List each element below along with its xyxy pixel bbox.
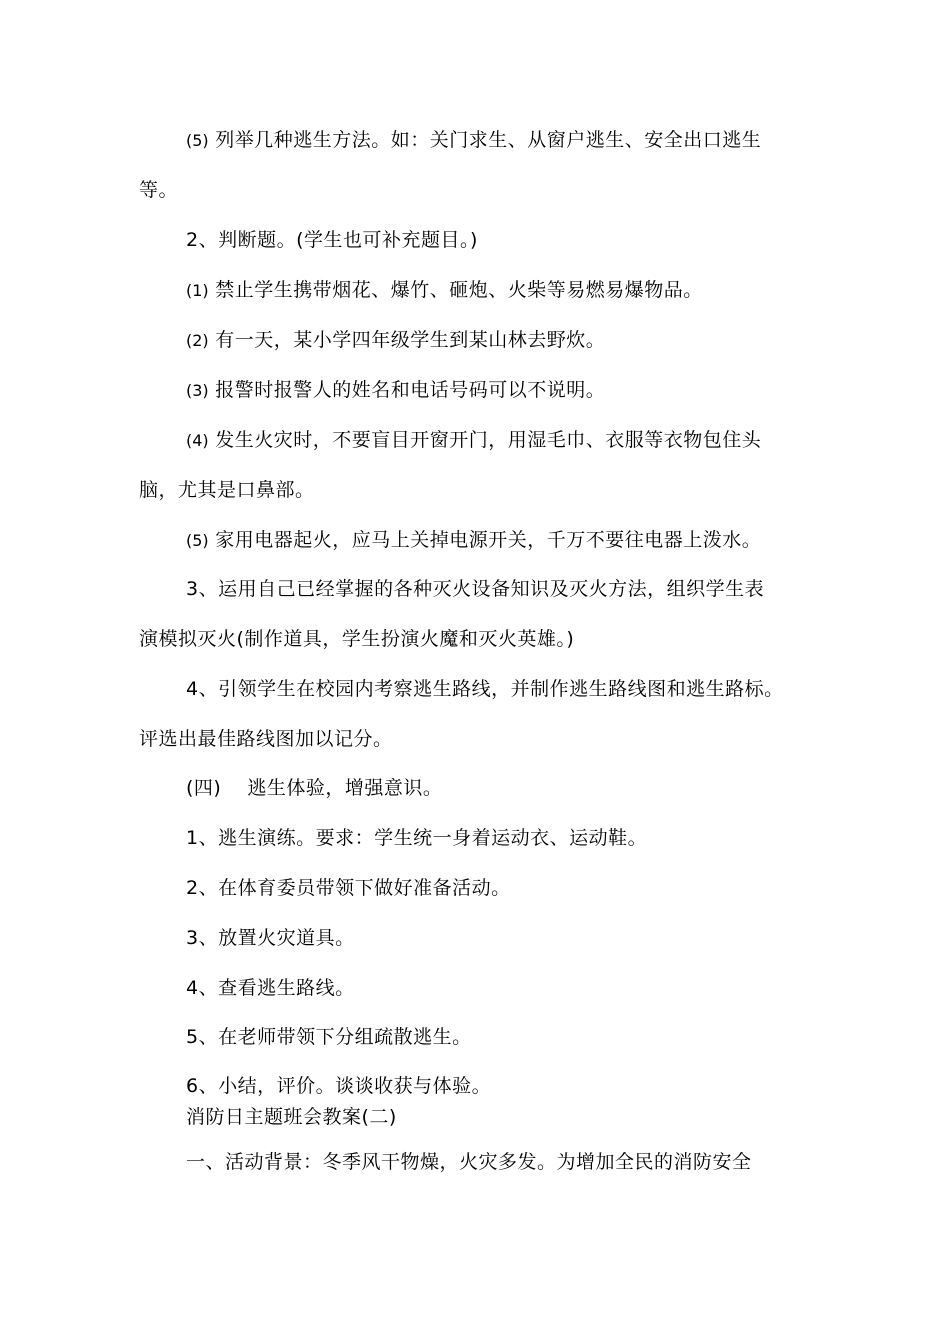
- line-text: 等。: [139, 179, 179, 201]
- section-heading: [186, 775, 442, 801]
- text-line: [186, 576, 764, 602]
- line-text: 2、判断题。(学生也可补充题目。): [186, 229, 478, 251]
- text-line: [186, 875, 511, 901]
- text-line: [186, 427, 761, 454]
- section-number: (四): [186, 777, 222, 799]
- text-line: [186, 825, 647, 851]
- line-text: 报警时报警人的姓名和电话号码可以不说明。: [208, 379, 606, 401]
- text-line: [186, 1024, 472, 1050]
- line-text: 4、引领学生在校园内考察逃生路线，并制作逃生路线图和逃生路标。: [186, 678, 784, 700]
- text-line: [186, 227, 478, 253]
- item-number: (4): [186, 431, 209, 450]
- text-line: [186, 277, 703, 304]
- line-text: 列举几种逃生方法。如：关门求生、从窗户逃生、安全出口逃生: [208, 129, 762, 151]
- line-text: 3、运用自己已经掌握的各种灭火设备知识及灭火方法，组织学生表: [186, 578, 765, 600]
- document-title: [186, 1104, 397, 1130]
- line-text: 评选出最佳路线图加以记分。: [139, 728, 393, 750]
- line-text: 3、放置火灾道具。: [186, 927, 355, 949]
- item-number: (5): [186, 531, 209, 550]
- line-text: 家用电器起火，应马上关掉电源开关，千万不要往电器上泼水。: [208, 529, 762, 551]
- item-number: (5): [186, 131, 209, 150]
- line-text: 6、小结，评价。谈谈收获与体验。: [186, 1075, 492, 1097]
- line-text: 演模拟灭火(制作道具，学生扮演火魔和灭火英雄。): [139, 628, 575, 650]
- text-line: [186, 377, 605, 404]
- line-text: 逃生体验，增强意识。: [247, 777, 443, 799]
- item-number: (1): [186, 281, 209, 300]
- line-text: 5、在老师带领下分组疏散逃生。: [186, 1026, 472, 1048]
- text-line: [186, 676, 784, 702]
- text-line: [139, 477, 315, 503]
- text-line: [186, 1149, 752, 1175]
- line-text: 有一天，某小学四年级学生到某山林去野炊。: [208, 329, 606, 351]
- text-line: [186, 327, 605, 354]
- text-line: [139, 726, 393, 752]
- line-text: 消防日主题班会教案(二): [186, 1106, 397, 1128]
- text-line: [139, 177, 178, 203]
- line-text: 2、在体育委员带领下做好准备活动。: [186, 877, 511, 899]
- text-line: [186, 1073, 491, 1099]
- line-text: 4、查看逃生路线。: [186, 977, 355, 999]
- line-text: 一、活动背景：冬季风干物燥，火灾多发。为增加全民的消防安全: [186, 1151, 752, 1173]
- item-number: (3): [186, 381, 209, 400]
- text-line: [186, 925, 355, 951]
- text-line: [186, 975, 355, 1001]
- text-line: [139, 626, 574, 652]
- item-number: (2): [186, 331, 209, 350]
- line-text: 禁止学生携带烟花、爆竹、砸炮、火柴等易燃易爆物品。: [208, 279, 703, 301]
- text-line: [186, 527, 761, 554]
- line-text: 1、逃生演练。要求：学生统一身着运动衣、运动鞋。: [186, 827, 648, 849]
- text-line: [186, 127, 761, 154]
- line-text: 脑，尤其是口鼻部。: [139, 479, 315, 501]
- line-text: 发生火灾时，不要盲目开窗开门，用湿毛巾、衣服等衣物包住头: [208, 429, 762, 451]
